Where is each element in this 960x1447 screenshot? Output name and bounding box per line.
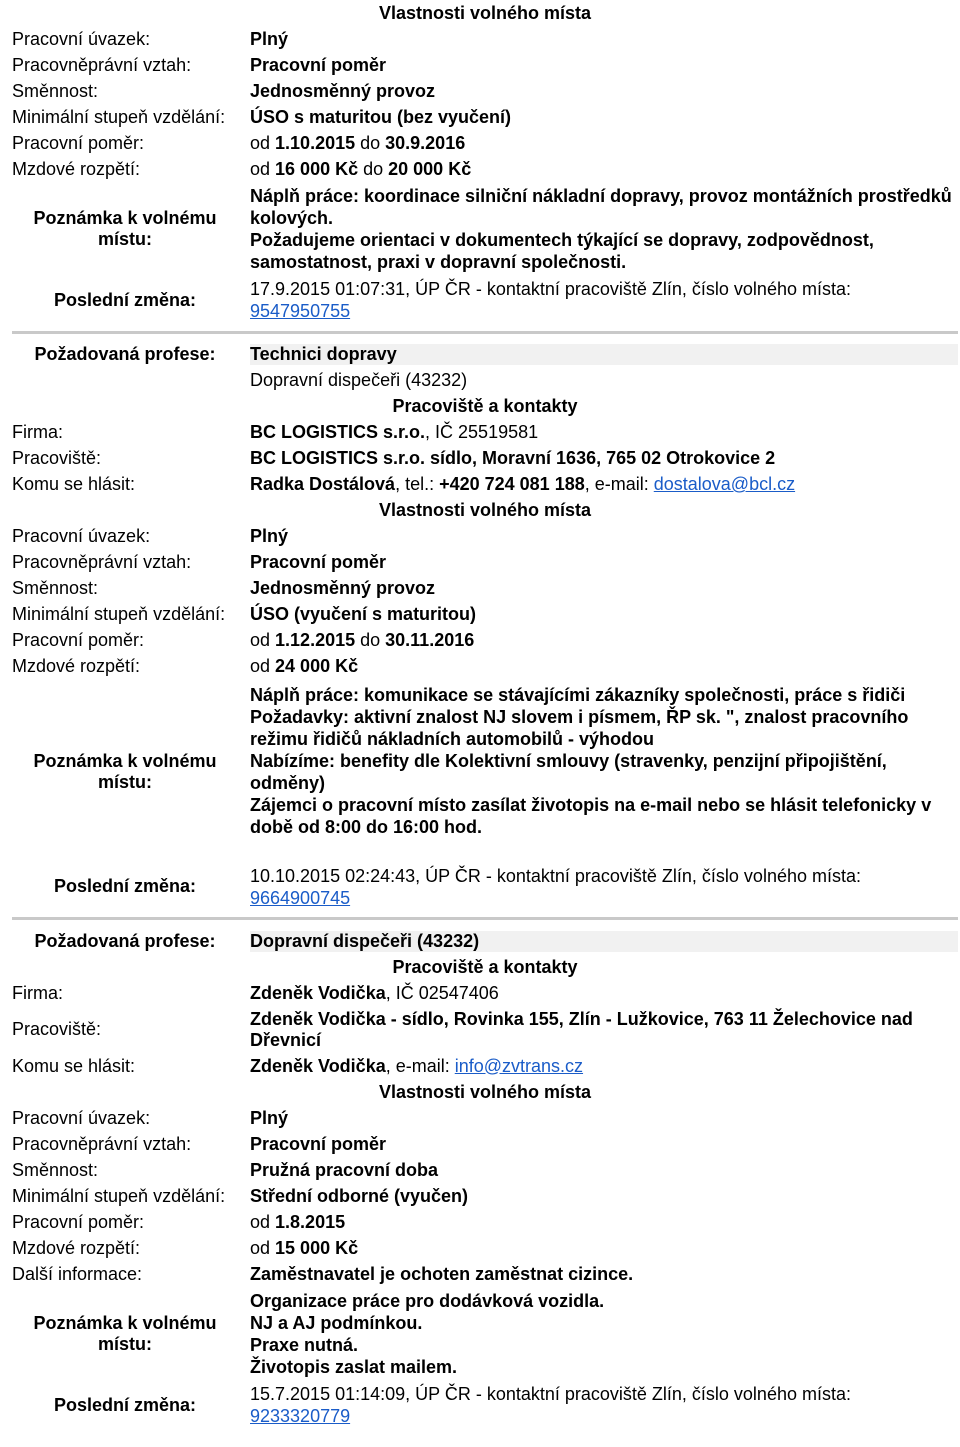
label-smennost: Směnnost:: [12, 1159, 99, 1180]
row-vztah: [12, 1131, 958, 1157]
value-zmena: [250, 278, 958, 322]
label-vzdelani: Minimální stupeň vzdělání:: [12, 106, 226, 127]
zmena-text: 15.7.2015 01:14:09, ÚP ČR - kontaktní pracoviště Zlín, číslo volného místa:: [250, 1384, 851, 1404]
workplace-title: Pracoviště a kontakty: [392, 396, 578, 416]
label-firma: Firma:: [12, 982, 63, 1003]
label-vztah: Pracovněprávní vztah:: [12, 1133, 192, 1154]
value-vzdelani: ÚSO (vyučení s maturitou): [250, 604, 477, 624]
row-profese: [12, 342, 958, 368]
row-mzda: [12, 654, 958, 680]
label-mzda: Mzdové rozpětí:: [12, 656, 141, 676]
date-to: 30.11.2016: [385, 630, 475, 650]
row-zmena: [12, 276, 958, 325]
tel-label: , tel.:: [395, 474, 440, 494]
contact-email-link[interactable]: info@zvtrans.cz: [454, 1055, 584, 1076]
label-poznamka: Poznámka k volnému místu:: [33, 208, 217, 249]
row-smennost: [12, 1157, 958, 1183]
value-uvazek: Plný: [250, 1107, 289, 1128]
vacancy-number-link[interactable]: 9547950755: [250, 301, 351, 321]
note-line: Požadujeme orientaci v dokumentech týkající se dopravy, zodpovědnost, samostatnost, praxi v dopravní společnosti.: [250, 230, 874, 272]
row-profese-sub: [12, 368, 958, 394]
value-dalsi: Zaměstnavatel je ochoten zaměstnat cizince.: [250, 1263, 634, 1284]
note-line: Nabízíme: benefity dle Kolektivní smlouvy (stravenky, penzijní připojištění, odměny): [250, 750, 887, 793]
note-line: Životopis zaslat mailem.: [250, 1357, 458, 1377]
label-vzdelani: Minimální stupeň vzdělání:: [12, 1185, 226, 1206]
contact-name: Zdeněk Vodička: [250, 1055, 386, 1076]
row-firma: [12, 420, 958, 446]
row-uvazek: [12, 26, 958, 52]
value-zmena: [250, 865, 958, 909]
label-dalsi: Další informace:: [12, 1263, 143, 1284]
company-ic: , IČ 02547406: [385, 982, 499, 1003]
value-firma: [250, 422, 958, 443]
text-od: od: [250, 158, 276, 179]
date-from: 1.10.2015: [275, 132, 356, 153]
contact-email-link[interactable]: dostalova@bcl.cz: [653, 474, 796, 494]
row-profese: [12, 928, 958, 954]
company-name: BC LOGISTICS s.r.o.: [250, 422, 426, 442]
section-title: Vlastnosti volného místa: [378, 2, 592, 23]
section-title: Vlastnosti volného místa: [378, 500, 592, 520]
label-mzda: Mzdové rozpětí:: [12, 158, 141, 179]
row-vztah: [12, 550, 958, 576]
text-od: od: [250, 1211, 276, 1232]
value-profese: Technici dopravy: [250, 344, 958, 365]
label-zmena: Poslední změna:: [53, 1394, 197, 1415]
row-vzdelani: [12, 602, 958, 628]
row-poznamka: [12, 1287, 958, 1381]
email-label: , e-mail:: [584, 474, 654, 494]
contact-phone: +420 724 081 188: [439, 474, 585, 494]
value-uvazek: Plný: [250, 526, 289, 546]
label-hlasit: Komu se hlásit:: [12, 474, 136, 494]
company-ic: , IČ 25519581: [425, 422, 539, 442]
row-uvazek: [12, 524, 958, 550]
row-pomer: [12, 130, 958, 156]
label-zmena: Poslední změna:: [53, 289, 197, 310]
value-smennost: Jednosměnný provoz: [250, 80, 436, 101]
salary-to: 20 000 Kč: [388, 158, 472, 179]
label-hlasit: Komu se hlásit:: [12, 1055, 136, 1076]
value-smennost: Jednosměnný provoz: [250, 578, 436, 598]
label-pracoviste: Pracoviště:: [12, 1019, 102, 1039]
date-to: 30.9.2016: [385, 132, 466, 153]
value-profese-sub: Dopravní dispečeři (43232): [250, 370, 468, 390]
value-pracoviste: BC LOGISTICS s.r.o. sídlo, Moravní 1636, 765 02 Otrokovice 2: [250, 448, 776, 468]
value-vztah: Pracovní poměr: [250, 54, 387, 75]
row-smennost: [12, 78, 958, 104]
zmena-text: 17.9.2015 01:07:31, ÚP ČR - kontaktní pracoviště Zlín, číslo volného místa:: [250, 279, 851, 299]
row-zmena: [12, 1381, 958, 1430]
row-mzda: [12, 156, 958, 182]
value-vztah: Pracovní poměr: [250, 552, 387, 572]
label-vztah: Pracovněprávní vztah:: [12, 552, 192, 572]
label-smennost: Směnnost:: [12, 80, 99, 101]
note-line: Náplň práce: koordinace silniční nákladní dopravy, provoz montážních prostředků kolových.: [250, 186, 952, 228]
label-poznamka: Poznámka k volnému místu:: [33, 750, 217, 792]
value-pracoviste: Zdeněk Vodička - sídlo, Rovinka 155, Zlín - Lužkovice, 763 11 Želechovice nad Dřevnicí: [250, 1008, 913, 1050]
note-line: Zájemci o pracovní místo zasílat životopis na e-mail nebo se hlásit telefonicky v době od 8:00 do 16:00 hod.: [250, 794, 932, 837]
value-pomer: [250, 630, 958, 651]
label-uvazek: Pracovní úvazek:: [12, 1107, 151, 1128]
value-poznamka: [250, 185, 958, 273]
row-zmena: [12, 862, 958, 911]
job-listing-page: [12, 0, 958, 1430]
row-pomer: [12, 628, 958, 654]
value-firma: [250, 983, 958, 1004]
value-vzdelani: Střední odborné (vyučen): [250, 1185, 469, 1206]
date-from: 1.12.2015: [275, 630, 356, 650]
text-od: od: [250, 630, 276, 650]
value-vzdelani: ÚSO s maturitou (bez vyučení): [250, 106, 512, 127]
text-od: od: [250, 656, 276, 676]
value-hlasit: [250, 1056, 958, 1077]
row-poznamka: [12, 680, 958, 863]
workplace-title: Pracoviště a kontakty: [392, 956, 578, 977]
row-pomer: [12, 1209, 958, 1235]
salary-from: 15 000 Kč: [275, 1237, 359, 1258]
company-name: Zdeněk Vodička: [250, 982, 386, 1003]
row-firma: [12, 980, 958, 1006]
note-line: Praxe nutná.: [250, 1335, 359, 1355]
row-poznamka: [12, 182, 958, 276]
value-zmena: [250, 1383, 958, 1427]
row-vztah: [12, 52, 958, 78]
text-do: do: [358, 158, 389, 179]
label-poznamka: Poznámka k volnému místu:: [33, 1313, 217, 1354]
date-from: 1.8.2015: [275, 1211, 346, 1232]
zmena-text: 10.10.2015 02:24:43, ÚP ČR - kontaktní pracoviště Zlín, číslo volného místa:: [250, 865, 861, 886]
label-profese: Požadovaná profese:: [34, 344, 216, 364]
label-smennost: Směnnost:: [12, 578, 99, 598]
row-hlasit: [12, 1053, 958, 1079]
value-profese: Dopravní dispečeři (43232): [250, 931, 958, 952]
divider: [12, 331, 958, 334]
text-do: do: [355, 630, 386, 650]
note-line: Organizace práce pro dodávková vozidla.: [250, 1291, 605, 1311]
value-pomer: [250, 1212, 958, 1233]
label-uvazek: Pracovní úvazek:: [12, 526, 151, 546]
salary-from: 16 000 Kč: [275, 158, 359, 179]
row-vzdelani: [12, 104, 958, 130]
value-smennost: Pružná pracovní doba: [250, 1159, 439, 1180]
value-mzda: [250, 656, 958, 677]
salary-from: 24 000 Kč: [275, 656, 359, 676]
value-pomer: [250, 133, 958, 154]
value-hlasit: [250, 474, 958, 495]
label-uvazek: Pracovní úvazek:: [12, 28, 151, 49]
label-pomer: Pracovní poměr:: [12, 630, 145, 650]
label-vzdelani: Minimální stupeň vzdělání:: [12, 604, 226, 624]
value-poznamka: [250, 684, 958, 838]
value-uvazek: Plný: [250, 28, 289, 49]
divider: [12, 917, 958, 920]
section-title: Vlastnosti volného místa: [378, 1081, 592, 1102]
row-pracoviste: [12, 1006, 958, 1053]
label-pracoviste: Pracoviště:: [12, 448, 102, 468]
row-mzda: [12, 1235, 958, 1261]
email-label: , e-mail:: [385, 1055, 455, 1076]
value-vztah: Pracovní poměr: [250, 1133, 387, 1154]
row-uvazek: [12, 1105, 958, 1131]
label-pomer: Pracovní poměr:: [12, 132, 145, 153]
label-vztah: Pracovněprávní vztah:: [12, 54, 192, 75]
label-profese: Požadovaná profese:: [34, 930, 216, 951]
note-line: Náplň práce: komunikace se stávajícími zákazníky společnosti, práce s řidiči: [250, 684, 906, 705]
row-vzdelani: [12, 1183, 958, 1209]
vacancy-number-link[interactable]: 9664900745: [250, 887, 351, 908]
vacancy-number-link[interactable]: 9233320779: [250, 1406, 351, 1426]
note-line: Požadavky: aktivní znalost NJ slovem i písmem, ŘP sk. ", znalost pracovního režimu řidičů nákladních automobilů - výhodou: [250, 706, 909, 749]
note-line: NJ a AJ podmínkou.: [250, 1313, 423, 1333]
label-firma: Firma:: [12, 422, 63, 442]
row-hlasit: [12, 472, 958, 498]
value-poznamka: [250, 1290, 958, 1378]
label-pomer: Pracovní poměr:: [12, 1211, 145, 1232]
label-zmena: Poslední změna:: [53, 876, 197, 896]
row-dalsi: [12, 1261, 958, 1287]
value-mzda: [250, 159, 958, 180]
text-od: od: [250, 1237, 276, 1258]
text-do: do: [355, 132, 386, 153]
row-pracoviste: [12, 446, 958, 472]
contact-name: Radka Dostálová: [250, 474, 396, 494]
text-od: od: [250, 132, 276, 153]
label-mzda: Mzdové rozpětí:: [12, 1237, 141, 1258]
value-mzda: [250, 1238, 958, 1259]
row-smennost: [12, 576, 958, 602]
